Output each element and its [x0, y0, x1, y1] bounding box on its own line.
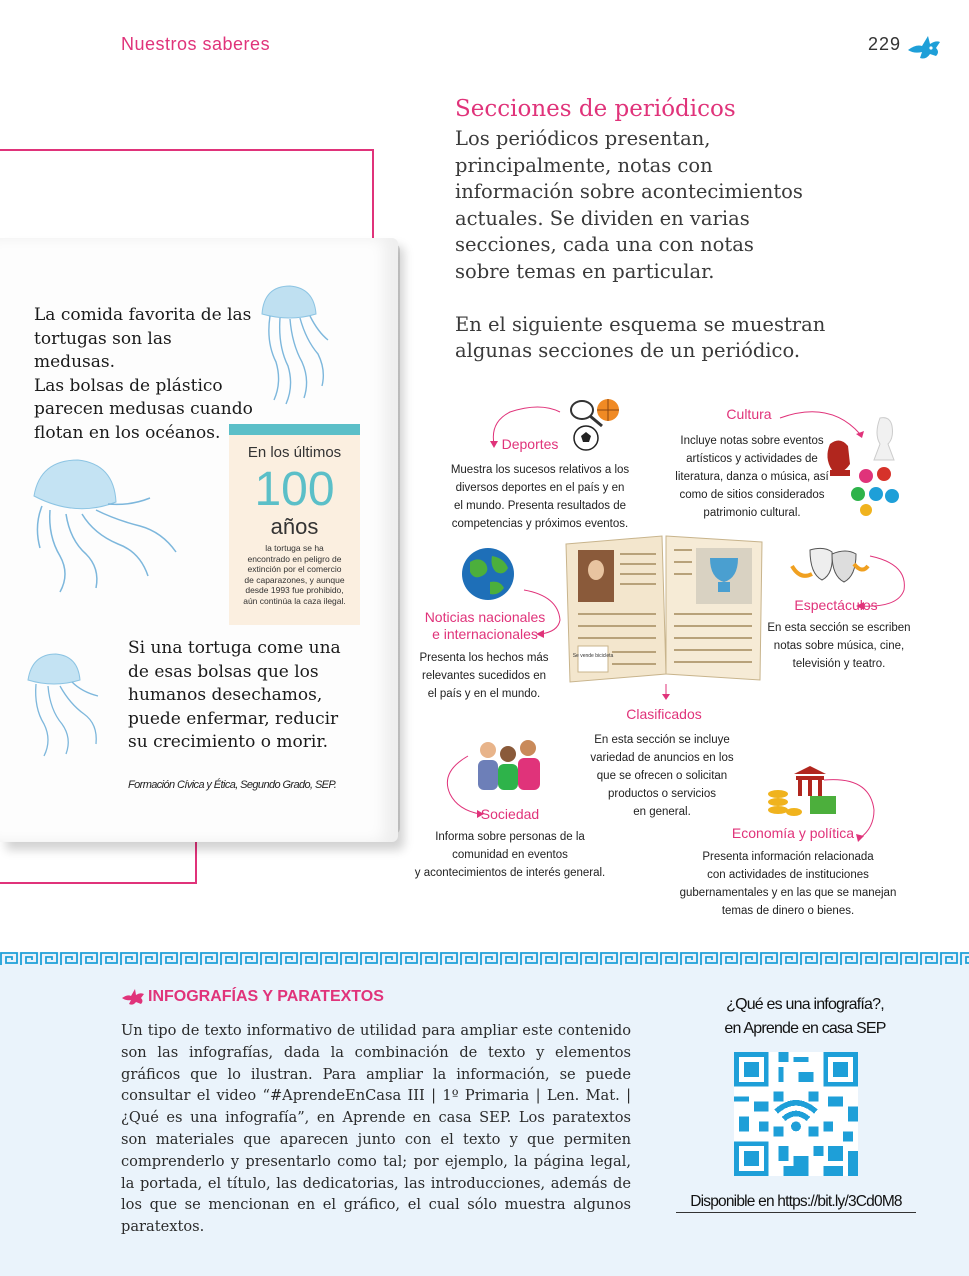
hummingbird-small-icon [121, 986, 145, 1006]
deportes-title: Deportes [501, 436, 559, 452]
fact-unit: años [270, 514, 319, 539]
fact-number: 100 [254, 463, 335, 516]
sociedad-text: Informa sobre personas de la comunidad en eventos y acontecimientos de interés general. [414, 831, 606, 879]
clasificados-text: En esta sección se incluye variedad de anuncios en los que se ofrecen o solicitan productos o servicios en general. [590, 734, 734, 818]
infobox-body: Un tipo de texto informativo de utilidad para ampliar este contenido son las infografías, dada la combinación de texto y elementos gráficos que lo ilustran. Para ampliar la información, se puede consultar el video “#AprendeEnCasa III | 1º Primaria | Len. Mat. | ¿Qué es una infografía”, en Aprende en casa SEP. Los paratextos son materiales que aparecen junto con el texto y que permiten comprenderlo y presentarlo como tal; por ejemplo, la página legal, la portada, el título, las dedicatorias, las introducciones, además de los que se mencionan en el gráfico, el cual sólo muestra algunos paratextos. [121, 1022, 631, 1236]
globe-icon [460, 546, 516, 602]
community-people-icon [474, 736, 546, 792]
qr-code[interactable] [734, 1052, 858, 1176]
qr-link[interactable]: Disponible en https://bit.ly/3Cd0M8 [676, 1193, 916, 1213]
clasificados-title: Clasificados [626, 706, 702, 722]
noticias-title: Noticias nacionales e internacionales [424, 609, 546, 642]
espectaculos-text: En esta sección se escriben notas sobre música, cine, televisión y teatro. [767, 622, 911, 670]
fact-top-label: En los últimos [247, 444, 342, 461]
page-number: 229 [868, 34, 902, 54]
citation: Formación Cívica y Ética, Segundo Grado, SEP. [128, 779, 337, 791]
sociedad-title: Sociedad [480, 806, 540, 822]
jellyfish-small-icon [24, 650, 104, 760]
culture-art-icon [820, 414, 906, 518]
jellyfish-large-icon [30, 456, 180, 596]
cultura-title: Cultura [726, 406, 772, 422]
deportes-text: Muestra los sucesos relativos a los diversos deportes en el país y en el mundo. Presenta resultados de competencias y próximos eventos. [450, 464, 630, 530]
greek-key-border [0, 952, 969, 966]
newspaper-ad-label: Se vende bicicleta [572, 653, 614, 659]
fact-box-bar [229, 424, 360, 435]
newspaper-icon [562, 534, 770, 684]
cultura-text: Incluye notas sobre eventos artísticos y actividades de literatura, danza o música, así como de sitios considerados patrimonio cultural. [675, 435, 829, 519]
hummingbird-icon [906, 30, 942, 62]
intro-text: Los periódicos presentan, principalmente, notas con información sobre acontecimientos actuales. Se dividen en varias secciones, cada una con notas sobre temas en particular. En el siguiente esquema se muestran algunas secciones de un periódico. [455, 127, 826, 362]
fact-detail: la tortuga se ha encontrado en peligro de extinción por el comercio de caparazones, y aunque desde 1993 fue prohibido, aún continúa la caza ilegal. [243, 543, 346, 606]
espectaculos-title: Espectáculos [794, 597, 878, 613]
section-header: Nuestros saberes [121, 34, 271, 54]
section-title: Secciones de periódicos [455, 96, 736, 122]
economia-text: Presenta información relacionada con actividades de instituciones gubernamentales y en las que se manejan temas de dinero o bienes. [679, 851, 897, 917]
infobox-title: INFOGRAFÍAS Y PARATEXTOS [148, 988, 384, 1005]
theater-masks-icon [790, 544, 870, 590]
jellyfish-icon [256, 282, 336, 406]
turtle-paragraph-2: Si una tortuga come una de esas bolsas que los humanos desechamos, puede enfermar, reducir su crecimiento o morir. [128, 638, 341, 752]
qr-caption: ¿Qué es una infografía?, en Aprende en casa SEP [724, 996, 886, 1037]
economia-title: Economía y política [731, 825, 855, 841]
noticias-text: Presenta los hechos más relevantes sucedidos en el país y en el mundo. [419, 652, 549, 700]
turtle-paragraph-1: La comida favorita de las tortugas son las medusas. Las bolsas de plástico parecen medusas cuando flotan en los océanos. [34, 305, 253, 443]
money-bank-icon [764, 764, 838, 820]
